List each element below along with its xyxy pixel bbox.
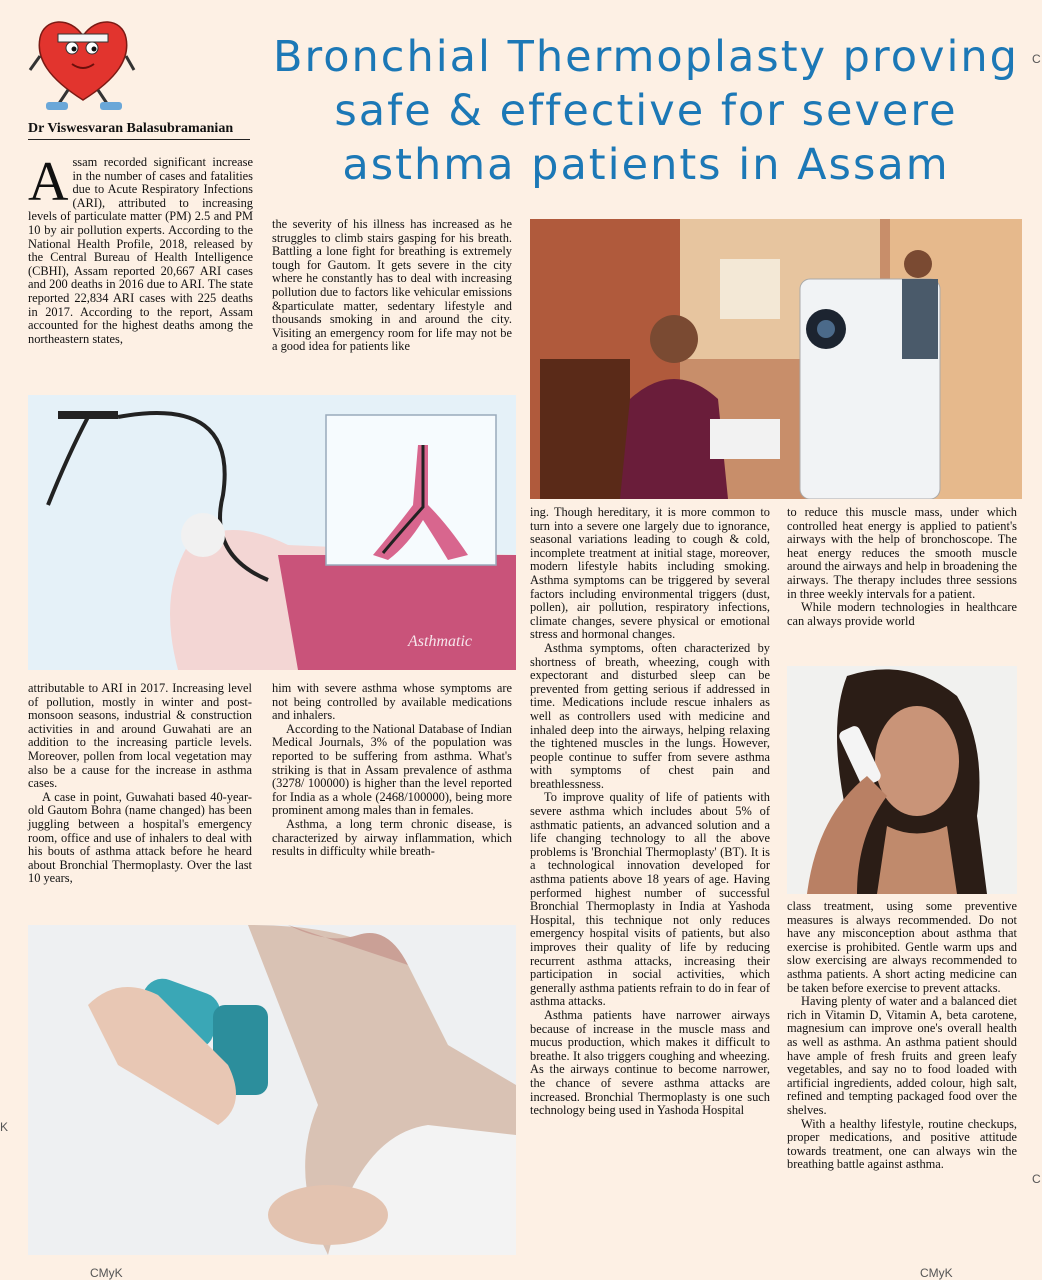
print-mark-edge-left: K (0, 1120, 9, 1134)
column-1-top-text: ssam recorded significant increase in the number of cases and fatalities due to Acute Respiratory Infections (ARI), attributed to increasing levels of particulate matter (PM) 2.5 and PM 10 by air pollution experts. According to the National Health Profile, 2018, released by the Central Bureau of Health Intelligence (CBHI), Assam reported 20,667 ARI cases and 200 deaths in 2016 due to ARI. The state reported 22,834 ARI cases with 225 deaths in 2017. According to the report, Assam accounted for the highest deaths among the northeastern states, (28, 155, 253, 346)
paragraph: With a healthy lifestyle, routine checkups, proper medications, and positive attitude towards treatment, one can always win the breathing battle against asthma. (787, 1116, 1017, 1172)
paragraph: Having plenty of water and a balanced diet rich in Vitamin D, Vitamin A, beta carotene, magnesium can improve one's overall health as well as asthma. An asthma patient should have ample of fresh fruits and green leafy vegetables, and say no to food loaded with artificial ingredients, added colour, high salt, refined and tempting packaged food over the shelves. (787, 994, 1017, 1117)
paragraph: the severity of his illness has increased as he struggles to climb stairs gasping for his breath. Battling a lone fight for breathing is extremely tough for Gautom. It gets severe in the city where he constantly has to deal with increasing pollution due to factors like vehicular emissions &particulate matter, sedentary lifestyle and thousands smoking in and around the city. Visiting an emergency room for life may not be a good idea for patients like (272, 217, 512, 354)
print-mark-edge-right-top: C (1032, 52, 1041, 66)
paragraph: To improve quality of life of patients with severe asthma which includes about 5% of asthmatic patients, an advanced solution and a life changing technology to all the above problems is 'Bronchial Thermoplasty' (BT). It is a technological innovation developed for asthma patients above 18 years of age. Having performed highest number of successful Bronchial Thermoplasty in India at Yashoda Hospital, this technique not only reduces emergency hospital visits of patients, but also improves their quality of life by reducing recurrent asthma attacks, increasing their participation in social activities, which generally asthma patients refrain to do in fear of asthma attacks. (530, 790, 770, 1009)
illustration-watermark: Asthmatic (408, 633, 472, 650)
column-4-bottom (787, 900, 1017, 1172)
column-4-top (787, 506, 1017, 628)
drop-cap: A (28, 151, 69, 213)
column-3 (530, 506, 770, 1118)
paragraph: attributable to ARI in 2017. Increasing level of pollution, mostly in winter and post-monsoon seasons, industrial & construction activities in and around Guwahati are an addition to the increasing particle levels. Moreover, pollen from local vegetation may also be a cause for the increase in asthma cases. (28, 681, 252, 791)
print-mark-bottom-left: CMyK (90, 1266, 123, 1280)
paragraph: Asthma, a long term chronic disease, is characterized by airway inflammation, which results in difficulty while breath- (272, 816, 512, 859)
woman-inhaler-photo (787, 666, 1017, 894)
paragraph: According to the National Database of Indian Medical Journals, 3% of the population was reported to be suffering from asthma. What's striking is that in Assam prevalence of asthma (3278/ 100000) is higher than the level reported for India as a whole (2468/100000), being more prominent among males than in females. (272, 721, 512, 818)
paragraph: class treatment, using some preventive measures is always recommended. Do not have any misconception about asthma that exercise is prohibited. Gentle warm ups and slow exercising are always recommended to asthma patients. A short acting medicine can be taken before exercise to prevent attacks. (787, 899, 1017, 995)
paragraph: to reduce this muscle mass, under which controlled heat energy is applied to patient's airways with the help of bronchoscope. The heat energy reduces the smooth muscle around the airways and help in broadening the airways. The therapy includes three sessions in three weekly intervals for a patient. (787, 505, 1017, 601)
print-mark-bottom-right: CMyK (920, 1266, 953, 1280)
paragraph: him with severe asthma whose symptoms are not being controlled by available medications and inhalers. (272, 681, 512, 723)
paragraph: ing. Though hereditary, it is more common to turn into a severe one largely due to ignorance, seasonal variations leading to cough & cold, incomplete treatment at initial stage, moreover, modern lifestyle habits including smoking. Asthma symptoms can be triggered by several factors including environmental triggers (dust, pollen), air pollution, respiratory infections, climate changes, severe physical or emotional stress and hormonal changes. (530, 505, 770, 642)
print-mark-edge-right-bottom: C (1032, 1172, 1041, 1186)
paragraph: A case in point, Guwahati based 40-year-old Gautom Bohra (name changed) has been juggling between a hospital's emergency room, office and use of inhalers to deal with his bouts of asthma attack before he heard about Bronchial Thermoplasty. Over the last 10 years, (28, 789, 252, 886)
inhaler-hand-photo (28, 925, 516, 1255)
paragraph: Asthma symptoms, often characterized by shortness of breath, wheezing, cough with expectorant and disturbed sleep can be prevented from getting serious if addressed in time. Medications include rescue inhalers as well as controllers used with medicine and inhaled deep into the airways, helping relaxing the tightened muscles in the lungs. However, people continue to suffer from severe asthma with symptoms of chest pain and breathlessness. (530, 640, 770, 791)
column-2-top (272, 218, 512, 354)
column-2-mid (272, 682, 512, 859)
column-1-top (28, 151, 253, 346)
paragraph: Asthma patients have narrower airways because of increase in the muscle mass and mucus production, which makes it difficult to breathe. It also triggers coughing and wheezing. As the airways continue to become narrower, the chance of severe asthma attacks are increased. Bronchial Thermoplasty is one such technology being used in Yashoda Hospital (530, 1007, 770, 1118)
nebulizer-photo (530, 219, 1022, 499)
paragraph: While modern technologies in healthcare can always provide world (787, 600, 1017, 628)
byline: Dr Viswesvaran Balasubramanian (28, 121, 250, 140)
bronchoscope-illustration (28, 395, 516, 670)
column-1-mid (28, 682, 252, 886)
headline: Bronchial Thermoplasty proving safe & effective for severe asthma patients in Assam (273, 32, 1019, 190)
heart-mascot-logo (28, 8, 138, 113)
